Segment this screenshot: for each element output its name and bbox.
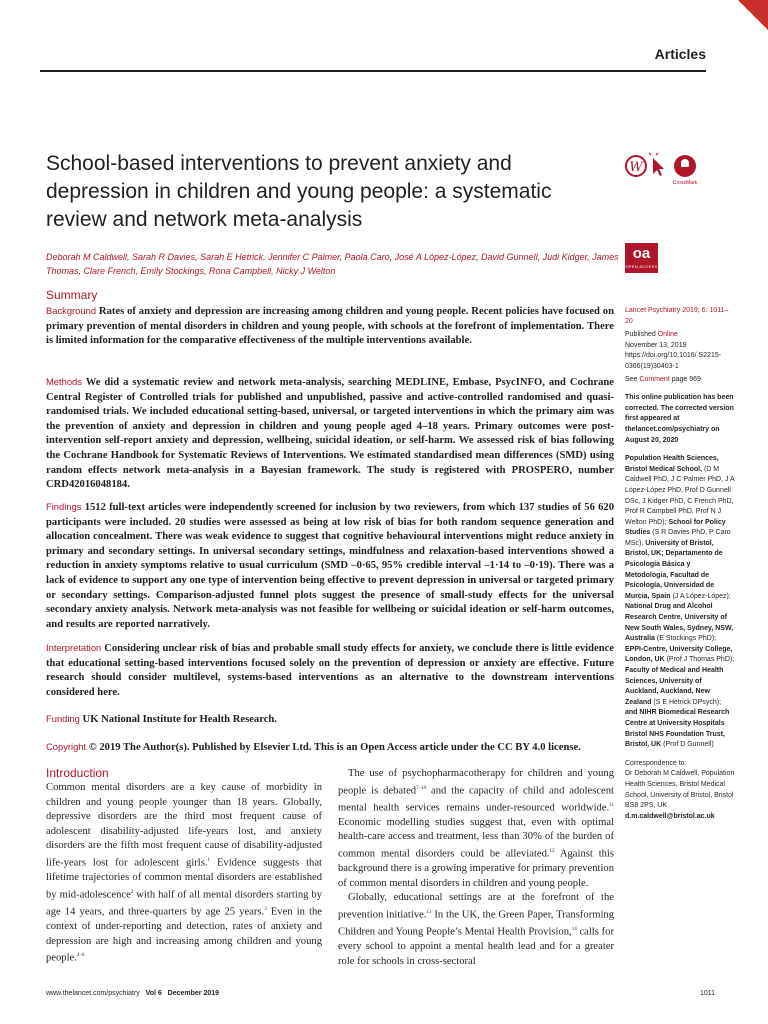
see-prefix: See — [625, 375, 640, 383]
affiliation-bold-2: University of Bristol, Bristol, UK; Departamento de Psicología Básica y Metodología, Facultad de Psicología, Universidad de Murcia, Spain — [625, 539, 723, 600]
affiliation-text-6: (Prof D Gunnell) — [661, 741, 714, 749]
svg-text:W: W — [629, 160, 643, 175]
crossmark-icon[interactable] — [674, 155, 696, 177]
footer-date: December 2019 — [167, 990, 220, 997]
comment-link[interactable]: Comment — [639, 375, 670, 383]
page-number: 1011 — [700, 990, 716, 997]
see-suffix: page 969 — [669, 375, 701, 383]
section-label: Articles — [654, 46, 706, 62]
published-date: November 13, 2019 — [625, 341, 687, 349]
summary-background — [46, 304, 614, 349]
article-title: School-based interventions to prevent anxiety and depression in children and young people: a systematic review and network meta-analysis — [46, 152, 552, 231]
affiliation-bold-0: Population Health Sciences, Bristol Medical School, — [625, 455, 719, 473]
intro-right-text-5: In the UK, the Green Paper, Transforming Children and Young People’s Mental Health Provision, — [338, 909, 614, 938]
doi-link[interactable]: https://doi.org/10.1016/ S2215-0366(19)30403-1 — [625, 352, 722, 370]
intro-right-text-6: calls for every school to appoint a mental health lead and for a greater role for schools in cross-sectoral — [338, 926, 614, 967]
intro-right-text-4: Globally, educational settings are at the forefront of the prevention initiative. — [338, 892, 614, 921]
correspondence-label: Correspondence to: — [625, 759, 687, 767]
published-prefix: Published — [625, 331, 658, 339]
oa-badge-small: OPEN ACCESS — [625, 264, 658, 269]
oa-badge-big: oa — [632, 245, 651, 262]
interpretation-label: Interpretation — [46, 642, 102, 653]
header-rule — [40, 70, 706, 72]
correspondence-email[interactable]: d.m.caldwell@bristol.ac.uk — [625, 812, 715, 820]
interpretation-text: Considering unclear risk of bias and probable small study effects for anxiety, we conclude there is little evidence that educational setting-based interventions focused solely on the prevention of depression or anxiety are effective. Future research should consider multilevel, systems-based interventions as an alternative to the downstream interventions considered here. — [46, 643, 614, 698]
summary-funding — [46, 712, 614, 728]
intro-left-column — [46, 781, 322, 966]
ref-sup[interactable]: 7–10 — [416, 785, 427, 791]
intro-right-text-2: Economic modelling studies suggest that, even with optimal health-care access and treatment, less than 30% of the burden of common mental disorders could be alleviated. — [338, 816, 614, 860]
copyright-label: Copyright — [46, 741, 87, 752]
affiliation-text-1: (S R Davies PhD, P Caro MSc), — [625, 529, 731, 547]
affiliation-bold-1: School for Policy Studies — [625, 518, 726, 537]
summary-methods — [46, 375, 614, 493]
copyright-text: © 2019 The Author(s). Published by Elsevier Ltd. This is an Open Access article under the CC BY 4.0 license. — [88, 742, 581, 753]
affiliation-bold-3: National Drug and Alcohol Research Centre, University of New South Wales, Sydney, NSW, Australia — [625, 603, 734, 643]
sidebar-publication-info — [625, 306, 735, 822]
published-line — [625, 330, 735, 341]
background-label: Background — [46, 305, 97, 316]
author-list[interactable]: Deborah M Caldwell, Sarah R Davies, Sarah E Hetrick, Jennifer C Palmer, Paola Caro, José A López-López, David Gunnell, Judi Kidger, James Thomas, Clare French, Emily Stockings, Rona Campbell, Nicky J Welton — [46, 252, 619, 276]
introduction-heading: Introduction — [46, 766, 109, 780]
affiliation-text-0: (D M Caldwell PhD, J C Palmer PhD, J A López-López PhD, Prof D Gunnell DSc, J Kidger PhD, C French PhD, Prof R Campbell PhD, Prof N J Welton PhD); — [625, 465, 735, 526]
footer-journal-info — [46, 990, 219, 997]
intro-left-text-3: Even in the context of under-reporting and detection, rates of anxiety and depression are high and increasing among children and young people. — [46, 906, 322, 964]
ref-sup[interactable]: 12 — [549, 849, 555, 855]
footer-url[interactable]: www.thelancet.com/psychiatry — [46, 990, 140, 997]
ref-sup[interactable]: 2 — [130, 889, 134, 895]
funding-text: UK National Institute for Health Research. — [82, 714, 277, 725]
summary-findings — [46, 500, 614, 632]
intro-right-paragraph-2 — [338, 891, 614, 969]
funding-label: Funding — [46, 713, 80, 724]
correction-note: This online publication has been corrected. The corrected version first appeared at thelancet.com/psychiatry on August 20, 2020 — [625, 394, 734, 444]
intro-left-text-2: with half of all mental disorders starting by age 14 years, and three-quarters by age 25 years. — [46, 889, 322, 918]
affiliation-text-3: (E Stockings PhD); — [654, 635, 717, 643]
intro-right-text-3: Against this background there is a growing imperative for primary prevention of common mental disorders in children and young people. — [338, 848, 614, 889]
footer-volume: Vol 6 — [145, 990, 162, 997]
findings-text: 1512 full-text articles were independently screened for inclusion by two reviewers, from which 137 studies of 56 620 participants were included. 20 studies were assessed as being at low risk of bias for both random sequence generation and allocation concealment. There was weak evidence to suggest that cognitive behavioural interventions might reduce anxiety in primary and secondary settings. In universal secondary settings, mindfulness and relaxation-based interventions showed a reduction in anxiety symptoms relative to usual curriculum (SMD –0·65, 95% credible interval –1·14 to –0·19). There was a lack of evidence to support any one type of intervention being effective to prevent depression in universal or targeted primary or secondary settings. Comparison-adjusted funnel plots suggest the presence of small-study effects for the universal secondary anxiety analysis. Network meta-analysis was not feasible for wellbeing or suicidal ideation or self-harm outcomes, and results are reported narratively. — [46, 502, 614, 630]
intro-left-text-1: Evidence suggests that lifetime trajectories of common mental disorders are established by mid-adolescence — [46, 857, 322, 901]
affiliations — [625, 454, 735, 751]
intro-right-text-0: The use of psychopharmacotherapy for children and young people is debated — [338, 768, 614, 797]
correspondence-address: Dr Deborah M Caldwell, Population Health Sciences, Bristol Medical School, University of Bristol, Bristol BS8 2PS, UK — [625, 770, 735, 810]
ref-sup[interactable]: 14 — [571, 927, 577, 933]
affiliation-text-4: (Prof J Thomas PhD); — [664, 656, 735, 664]
corner-tab — [738, 0, 768, 30]
intro-right-text-1: and the capacity of child and adolescent mental health services remains under-resourced worldwide. — [338, 785, 615, 814]
ref-sup[interactable]: 11 — [609, 802, 614, 808]
summary-heading: Summary — [46, 288, 98, 302]
methods-text: We did a systematic review and network meta-analysis, searching MEDLINE, Embase, PsycINFO, and Cochrane Central Register of Controlled trials for published and unpublished, passive and active-controlled randomised and quasi-randomised trials. We included educational setting-based, universal, or targeted interventions in which the primary aim was the prevention of anxiety and depression in children and young people aged 4–18 years. Primary outcomes were post-intervention self-report anxiety and depression, wellbeing, suicidal ideation, or self-harm. We assessed risk of bias following the Cochrane Handbook for Systematic Reviews of Interventions. We estimated standardised mean differences (SMD) using random effects network meta-analysis in a Bayesian framework. The study is registered with PROSPERO, number CRD42016048184. — [46, 377, 614, 491]
cursor-click-icon[interactable] — [649, 153, 664, 176]
affiliation-bold-4: EPPI-Centre, University College, London, UK — [625, 645, 733, 664]
article-icons — [625, 152, 705, 192]
ref-sup[interactable]: 13 — [426, 909, 432, 915]
summary-interpretation — [46, 641, 614, 700]
affiliation-bold-6: and NIHR Biomedical Research Centre at University Hospitals Bristol NHS Foundation Trust, Bristol, UK — [625, 709, 730, 749]
summary-copyright — [46, 740, 614, 756]
intro-right-paragraph-1 — [338, 767, 614, 891]
methods-label: Methods — [46, 376, 82, 387]
ref-sup[interactable]: 1 — [207, 857, 211, 863]
affiliation-bold-5: Faculty of Medical and Health Sciences, University of Auckland, Auckland, New Zealand — [625, 667, 724, 706]
see-comment-line — [625, 375, 735, 386]
background-text: Rates of anxiety and depression are increasing among children and young people. Recent policies have focused on primary prevention of mental disorders in children and young people, with schools at the forefront of implementation. There is limited information for the comparative effectiveness of the multiple interventions available. — [46, 306, 614, 347]
ref-sup[interactable]: 4–6 — [76, 953, 85, 959]
affiliation-text-5: (S E Hetrick DPsych); — [651, 698, 722, 706]
published-online-link[interactable]: Online — [657, 331, 678, 339]
intro-left-text-0: Common mental disorders are a key cause of morbidity in children and young people younger than 18 years. Globally, depressive disorders are the third most frequent cause of adolescent disability-adjusted life-years lost, and anxiety disorders are the fifth most frequent cause of disability-adjusted life-years lost for adolescent girls. — [46, 782, 322, 869]
ref-sup[interactable]: 3 — [264, 906, 267, 912]
wiley-w-icon[interactable] — [626, 156, 646, 176]
journal-reference: Lancet Psychiatry 2019; 6: 1011–20 — [625, 307, 729, 325]
crossmark-label: CrossMark — [672, 180, 698, 186]
open-access-badge — [625, 243, 658, 273]
affiliation-text-2: (J A López-López); — [670, 592, 731, 600]
intro-right-column — [338, 767, 614, 969]
findings-label: Findings — [46, 501, 82, 512]
